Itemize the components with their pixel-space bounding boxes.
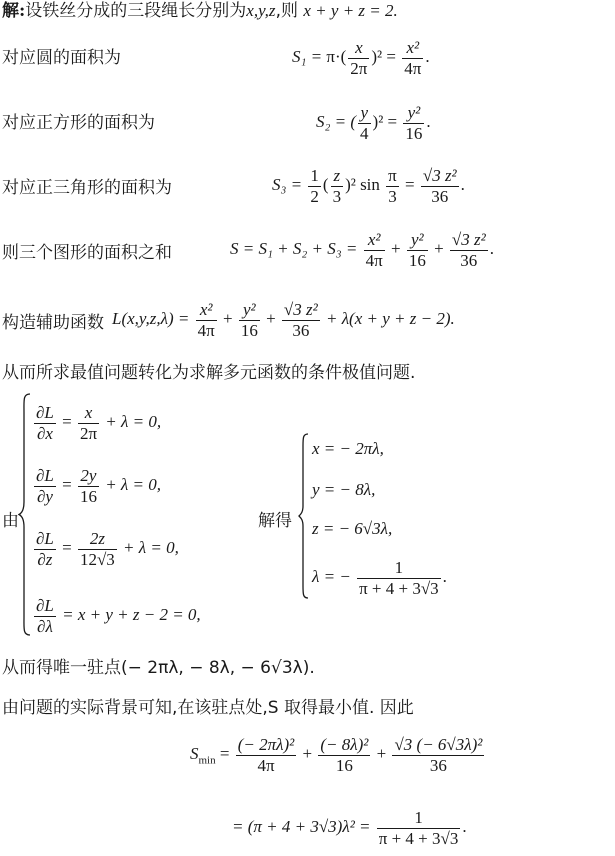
sol-y: y = − 8λ, (312, 480, 376, 499)
sum-label: 则三个图形的面积之和 (2, 243, 172, 263)
circle-formula: S₁ = π·( $\frac{x}{2\pi}$ )² = $\frac{\text{x²}}{4\pi}$ . (292, 38, 430, 78)
circle-frac2: $\frac{\text{x²}}{4\pi}$ (404, 38, 422, 78)
square-frac2: $\frac{\text{y²}}{16}$ (405, 103, 423, 143)
circle-label: 对应圆的面积为 (2, 48, 121, 68)
sol-lambda: λ = − $\frac{1}{\pi + 4 + 3√3}$ . (312, 558, 447, 598)
eq-dlambda: $\frac{\partial L}{\partial\lambda}$ = x + y + z − 2 = 0, (36, 596, 201, 636)
triangle-formula: S₃ = $\frac{1}{2}$ ( $\frac{z}{3}$ )² sin $\frac{\pi}{3}$ = $\frac{\text{√3 z²}}{36}$ . (272, 166, 465, 206)
convert-text: 从而所求最值问题转化为求解多元函数的条件极值问题. (2, 363, 416, 383)
right-brace (298, 432, 310, 600)
sol-x: x = − 2πλ, (312, 439, 384, 458)
circle-frac1: $\frac{x}{2\pi}$ (350, 38, 368, 78)
lagrange-formula: L(x,y,z,λ) = $\frac{\text{x²}}{4\pi}$ + $\frac{\text{y²}}{16}$ + $\frac{\text{√3 z²}}{36}$ + λ(x + y + z − 2). (112, 300, 455, 340)
lagrange-label: 构造辅助函数 (2, 313, 104, 333)
intro-text: 设铁丝分成的三段绳长分别为 (25, 1, 247, 21)
sum-formula: S = S₁ + S₂ + S₃ = $\frac{\text{x²}}{4\pi}$ + $\frac{\text{y²}}{16}$ + $\frac{\text{√3 z²}}{36}$ . (230, 230, 494, 270)
system-you: 由 (2, 511, 19, 531)
solution-label: 解 (2, 1, 19, 21)
sol-z: z = − 6√3λ, (312, 519, 393, 538)
solution-colon: : (19, 1, 26, 21)
smin-line2: = (π + 4 + 3√3)λ² = $\frac{1}{\pi + 4 + 3√3}$ . (232, 808, 467, 848)
intro-vars: x,y,z (246, 1, 276, 20)
smin-line1: $S_{min}$ = $\frac{\text{(− 2πλ)²}}{4\pi}$ + $\frac{\text{(− 8λ)²}}{16}$ + $\frac{\text{√3 (− 6√3λ)²}}{36}$ (190, 735, 483, 775)
square-frac1: $\frac{y}{4}$ (360, 103, 369, 143)
eq-dy: $\frac{\partial L}{\partial y}$ = $\frac{2y}{16}$ + λ = 0, (36, 466, 162, 506)
square-formula: S₂ = ( $\frac{y}{4}$ )² = $\frac{\text{y²}}{16}$ . (316, 103, 431, 143)
intro-line (2, 2, 398, 20)
circle-close: )² = (371, 46, 396, 66)
square-label: 对应正方形的面积为 (2, 113, 155, 133)
stationary-text: 从而得唯一驻点(− 2πλ, − 8λ, − 6√3λ). (2, 658, 315, 678)
intro-then: ,则 (275, 1, 298, 21)
eq-dx: $\frac{\partial L}{\partial x}$ = $\frac{x}{2\pi}$ + λ = 0, (36, 403, 162, 443)
triangle-label: 对应正三角形的面积为 (2, 178, 172, 198)
circle-lhs: S₁ = (292, 46, 323, 66)
square-lhs: S₂ = ( (316, 111, 357, 131)
left-brace (18, 392, 32, 637)
circle-pi: π·( (326, 46, 347, 66)
solve-label: 解得 (258, 511, 292, 531)
eq-dz: $\frac{\partial L}{\partial z}$ = $\frac{2z}{12√3}$ + λ = 0, (36, 529, 179, 569)
background-text: 由问题的实际背景可知,在该驻点处,S 取得最小值. 因此 (2, 698, 414, 718)
intro-equation: x + y + z = 2. (303, 1, 398, 20)
